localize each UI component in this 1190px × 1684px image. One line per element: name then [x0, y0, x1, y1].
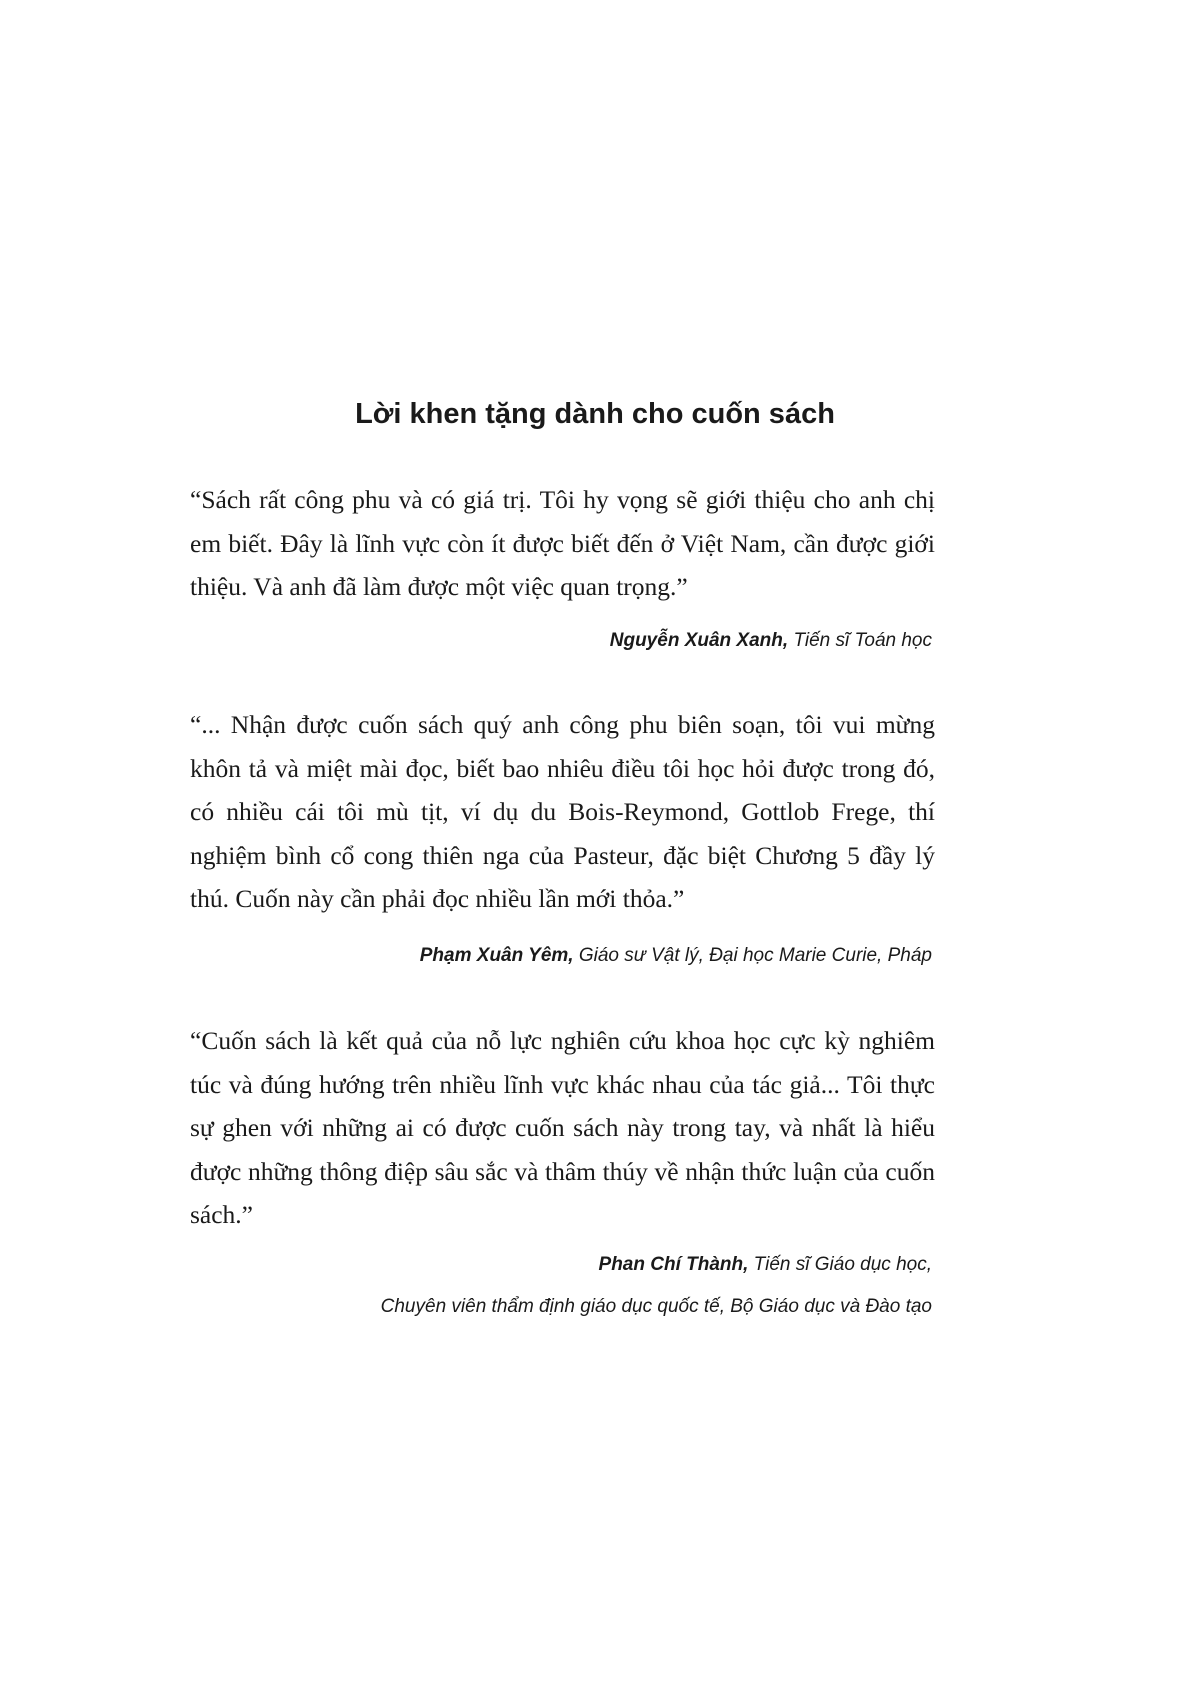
testimonial-role-2: Giáo sư Vật lý, Đại học Marie Curie, Pháp: [573, 945, 932, 966]
testimonial-quote-2: “... Nhận được cuốn sách quý anh công phu biên soạn, tôi vui mừng khôn tả và miệt mài đọc, biết bao nhiêu điều tôi học hỏi được trong đó, có nhiều cái tôi mù tịt, ví dụ du Bois-Reymond, Gottlob Frege, thí nghiệm bình cổ cong thiên nga của Pasteur, đặc biệt Chương 5 đầy lý thú. Cuốn này cần phải đọc nhiều lần mới thỏa.”: [190, 710, 935, 914]
testimonial-attribution-2: [420, 943, 932, 969]
testimonial-quote-3: “Cuốn sách là kết quả của nỗ lực nghiên cứu khoa học cực kỳ nghiêm túc và đúng hướng trên nhiều lĩnh vực khác nhau của tác giả... Tôi thực sự ghen với những ai có được cuốn sách này trong tay, và nhất là hiểu được những thông điệp sâu sắc và thâm thúy về nhận thức luận của cuốn sách.”: [190, 1026, 935, 1230]
testimonial-author-1: Nguyễn Xuân Xanh,: [609, 630, 789, 651]
testimonial-role-3: Tiến sĩ Giáo dục học,: [748, 1254, 932, 1275]
testimonial-attribution-1: [610, 628, 932, 654]
page-title: Lời khen tặng dành cho cuốn sách: [355, 398, 835, 430]
testimonial-attribution-3: [599, 1252, 932, 1278]
testimonial-quote-1: “Sách rất công phu và có giá trị. Tôi hy vọng sẽ giới thiệu cho anh chị em biết. Đây là lĩnh vực còn ít được biết đến ở Việt Nam, cần được giới thiệu. Và anh đã làm được một việc quan trọng.”: [190, 485, 935, 602]
testimonial-author-2: Phạm Xuân Yêm,: [419, 945, 574, 966]
testimonial-role-3-line2: Chuyên viên thẩm định giáo dục quốc tế, Bộ Giáo dục và Đào tạo: [380, 1296, 932, 1317]
testimonial-author-3: Phan Chí Thành,: [598, 1254, 749, 1275]
testimonial-role-1: Tiến sĩ Toán học: [788, 630, 932, 651]
